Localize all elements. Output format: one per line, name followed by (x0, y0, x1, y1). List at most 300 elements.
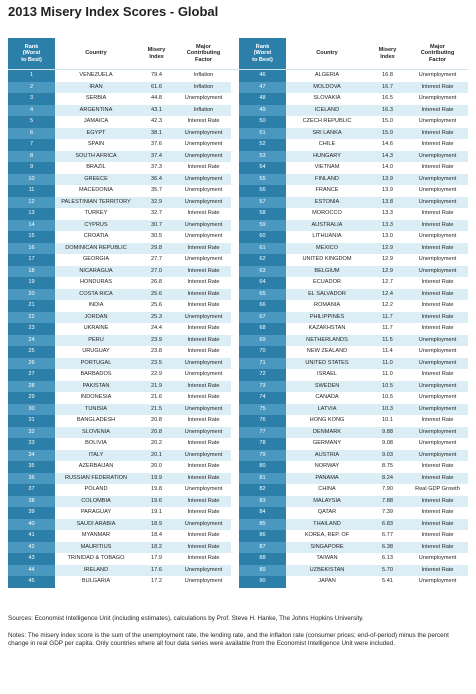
column-gap (231, 116, 239, 128)
rank-cell: 63 (239, 266, 286, 278)
country-cell: UZBEKISTAN (286, 565, 368, 577)
country-cell: PERU (55, 335, 137, 347)
country-cell: PAKISTAN (55, 381, 137, 393)
misery-index-cell: 19.9 (137, 473, 176, 485)
country-cell: MYANMAR (81, 532, 111, 538)
column-gap (231, 565, 239, 577)
rank-cell: 87 (239, 542, 286, 554)
misery-index-cell: 14.6 (382, 141, 393, 147)
misery-index-cell: 22.9 (151, 371, 162, 377)
misery-index-cell: 16.7 (368, 82, 407, 94)
rank-cell: 13 (8, 208, 55, 220)
rank-cell: 37 (8, 484, 55, 496)
country-cell: ARGENTINA (55, 105, 137, 117)
factor-cell: Unemployment (176, 427, 231, 439)
rank-cell: 75 (239, 404, 286, 416)
country-header-right: Country (286, 38, 368, 70)
country-cell: BOLIVIA (85, 440, 107, 446)
column-gap (231, 300, 239, 312)
factor-cell: Interest Rate (187, 164, 220, 170)
table-row (8, 473, 468, 485)
rank-cell: 56 (239, 185, 286, 197)
factor-cell: Unemployment (418, 187, 457, 193)
country-cell: ICELAND (286, 105, 368, 117)
column-gap (231, 128, 239, 140)
rank-cell: 61 (239, 243, 286, 255)
table-row (8, 323, 468, 335)
rank-cell: 73 (239, 381, 286, 393)
misery-index-cell: 21.9 (137, 381, 176, 393)
table-row (8, 208, 468, 220)
rank-cell: 41 (8, 530, 55, 542)
column-gap (231, 427, 239, 439)
factor-cell: Unemployment (176, 151, 231, 163)
misery-index-cell: 27.7 (151, 256, 162, 262)
column-gap (231, 450, 239, 462)
misery-index-cell: 7.90 (382, 486, 393, 492)
country-cell: COLOMBIA (55, 496, 137, 508)
column-gap (231, 473, 239, 485)
factor-cell: Unemployment (407, 358, 468, 370)
page-title: 2013 Misery Index Scores - Global (8, 4, 219, 19)
factor-cell: Unemployment (407, 404, 468, 416)
misery-index-cell: 35.7 (151, 187, 162, 193)
factor-header-right: Major Contributing Factor (407, 38, 468, 70)
column-gap (231, 496, 239, 508)
country-cell: COSTA RICA (55, 289, 137, 301)
rank-cell: 52 (239, 139, 286, 151)
factor-cell: Interest Rate (187, 302, 220, 308)
rank-cell: 53 (239, 151, 286, 163)
rank-cell: 57 (239, 197, 286, 209)
factor-cell: Unemployment (418, 95, 457, 101)
rank-cell: 69 (239, 335, 286, 347)
misery-index-cell: 6.83 (368, 519, 407, 531)
country-cell: AUSTRIA (286, 450, 368, 462)
factor-cell: Unemployment (407, 266, 468, 278)
misery-index-cell: 20.2 (151, 440, 162, 446)
misery-index-cell: 29.8 (137, 243, 176, 255)
rank-cell: 43 (8, 553, 55, 565)
country-cell: JAPAN (318, 578, 336, 584)
table-row (8, 507, 468, 519)
column-gap (231, 530, 239, 542)
misery-index-cell: 20.8 (137, 427, 176, 439)
factor-cell: Interest Rate (421, 141, 454, 147)
factor-cell: Unemployment (176, 174, 231, 186)
misery-index-cell: 19.6 (137, 496, 176, 508)
factor-cell: Interest Rate (187, 440, 220, 446)
factor-cell: Unemployment (407, 151, 468, 163)
rank-cell: 45 (8, 576, 55, 588)
table-row (8, 174, 468, 186)
country-cell: TURKEY (84, 210, 108, 216)
factor-cell: Interest Rate (176, 335, 231, 347)
misery-index-cell: 12.9 (382, 256, 393, 262)
sources-text: Sources: Economist Intelligence Unit (including estimates), calculations by Prof. Steve H. Hanke, The Johns Hopkins University. (8, 615, 364, 622)
factor-cell: Unemployment (418, 555, 457, 561)
factor-cell: Unemployment (418, 348, 457, 354)
factor-cell: Interest Rate (176, 381, 231, 393)
factor-cell: Unemployment (176, 519, 231, 531)
factor-cell: Real GDP Growth (415, 486, 460, 492)
rank-cell: 81 (239, 473, 286, 485)
factor-header-left: Major Contributing Factor (176, 38, 231, 70)
misery-index-cell: 79.4 (151, 72, 162, 78)
misery-index-cell: 17.2 (151, 578, 162, 584)
rank-cell: 78 (239, 438, 286, 450)
column-gap (231, 266, 239, 278)
column-gap (231, 254, 239, 266)
country-cell: CHILE (318, 141, 336, 147)
country-cell: INDONESIA (80, 394, 112, 400)
table-row (8, 335, 468, 347)
misery-index-cell: 21.6 (151, 394, 162, 400)
misery-index-cell: 8.24 (368, 473, 407, 485)
country-cell: BARBADOS (80, 371, 112, 377)
country-cell: CANADA (315, 394, 339, 400)
rank-cell: 83 (239, 496, 286, 508)
rank-cell: 60 (239, 231, 286, 243)
factor-cell: Unemployment (184, 578, 223, 584)
rank-cell: 34 (8, 450, 55, 462)
rank-cell: 36 (8, 473, 55, 485)
factor-cell: Interest Rate (407, 519, 468, 531)
factor-cell: Interest Rate (407, 473, 468, 485)
factor-cell: Unemployment (418, 578, 457, 584)
rank-cell: 32 (8, 427, 55, 439)
misery-index-cell: 13.3 (382, 210, 393, 216)
rank-cell: 14 (8, 220, 55, 232)
table-row (8, 277, 468, 289)
country-cell: ALGERIA (314, 72, 340, 78)
country-cell: ESTONIA (286, 197, 368, 209)
country-cell: BULGARIA (81, 578, 111, 584)
misery-index-cell: 18.4 (151, 532, 162, 538)
country-cell: UKRAINE (83, 325, 109, 331)
column-gap (231, 93, 239, 105)
factor-cell: Interest Rate (187, 463, 220, 469)
table-row (8, 381, 468, 393)
factor-cell: Unemployment (176, 312, 231, 324)
table-row (8, 82, 468, 94)
table-row (8, 266, 468, 278)
table-row (8, 576, 468, 588)
rank-cell: 64 (239, 277, 286, 289)
misery-index-cell: 19.1 (151, 509, 162, 515)
rank-cell: 65 (239, 289, 286, 301)
misery-index-cell: 8.75 (382, 463, 393, 469)
factor-cell: Interest Rate (407, 312, 468, 324)
factor-cell: Interest Rate (176, 542, 231, 554)
table-row (8, 128, 468, 140)
factor-cell: Interest Rate (187, 509, 220, 515)
misery-header-left: Misery Index (137, 38, 176, 70)
column-gap (231, 105, 239, 117)
country-cell: DENMARK (286, 427, 368, 439)
misery-index-cell: 7.39 (382, 509, 393, 515)
rank-cell: 15 (8, 231, 55, 243)
rank-cell: 25 (8, 346, 55, 358)
table-row (8, 427, 468, 439)
factor-cell: Interest Rate (176, 243, 231, 255)
factor-cell: Interest Rate (187, 417, 220, 423)
column-gap (231, 208, 239, 220)
country-cell: INDIA (88, 302, 104, 308)
rank-cell: 71 (239, 358, 286, 370)
column-gap (231, 70, 239, 82)
factor-cell: Unemployment (184, 95, 223, 101)
table-row (8, 542, 468, 554)
factor-cell: Unemployment (184, 371, 223, 377)
misery-index-cell: 23.8 (151, 348, 162, 354)
country-cell: NEW ZEALAND (306, 348, 348, 354)
rank-cell: 66 (239, 300, 286, 312)
table-row (8, 289, 468, 301)
factor-cell: Interest Rate (187, 325, 220, 331)
misery-index-cell: 37.3 (151, 164, 162, 170)
table-row (8, 116, 468, 128)
factor-cell: Interest Rate (187, 555, 220, 561)
rank-cell: 24 (8, 335, 55, 347)
country-cell: PALESTINIAN TERRITORY (55, 197, 137, 209)
country-cell: TAIWAN (316, 555, 338, 561)
country-cell: SAUDI ARABIA (55, 519, 137, 531)
misery-index-cell: 25.3 (137, 312, 176, 324)
factor-cell: Interest Rate (187, 394, 220, 400)
misery-index-cell: 25.6 (137, 289, 176, 301)
factor-cell: Interest Rate (421, 279, 454, 285)
rank-cell: 54 (239, 162, 286, 174)
rank-cell: 39 (8, 507, 55, 519)
country-header-left: Country (55, 38, 137, 70)
misery-index-cell: 42.3 (151, 118, 162, 124)
misery-index-cell: 30.5 (151, 233, 162, 239)
misery-index-cell: 11.0 (382, 371, 393, 377)
factor-cell: Interest Rate (421, 417, 454, 423)
rank-cell: 38 (8, 496, 55, 508)
factor-cell: Interest Rate (187, 532, 220, 538)
misery-index-cell: 37.6 (151, 141, 162, 147)
factor-cell: Interest Rate (421, 532, 454, 538)
table-row (8, 346, 468, 358)
factor-cell: Interest Rate (407, 565, 468, 577)
factor-cell: Interest Rate (421, 371, 454, 377)
country-cell: BELGIUM (286, 266, 368, 278)
misery-index-cell: 14.0 (382, 164, 393, 170)
rank-cell: 50 (239, 116, 286, 128)
rank-cell: 68 (239, 323, 286, 335)
misery-index-cell: 13.0 (382, 233, 393, 239)
column-gap (231, 415, 239, 427)
table-row (8, 93, 468, 105)
country-cell: SOUTH AFRICA (55, 151, 137, 163)
misery-index-cell: 32.7 (151, 210, 162, 216)
misery-index-cell: 23.9 (137, 335, 176, 347)
misery-index-cell: 16.8 (382, 72, 393, 78)
factor-cell: Unemployment (176, 220, 231, 232)
rank-cell: 21 (8, 300, 55, 312)
rank-cell: 4 (8, 105, 55, 117)
country-cell: LATVIA (286, 404, 368, 416)
factor-cell: Inflation (176, 82, 231, 94)
table-row (8, 197, 468, 209)
factor-cell: Interest Rate (187, 118, 220, 124)
country-cell: CZECH REPUBLIC (302, 118, 352, 124)
rank-cell: 67 (239, 312, 286, 324)
country-cell: KAZAKHSTAN (308, 325, 346, 331)
factor-cell: Unemployment (176, 358, 231, 370)
country-cell: IRELAND (55, 565, 137, 577)
table-row (8, 70, 468, 82)
country-cell: MAURITIUS (55, 542, 137, 554)
country-cell: SLOVAKIA (313, 95, 341, 101)
column-gap (231, 392, 239, 404)
column-gap (231, 139, 239, 151)
factor-cell: Unemployment (184, 256, 223, 262)
factor-cell: Interest Rate (176, 266, 231, 278)
country-cell: MOROCCO (312, 210, 342, 216)
rank-cell: 88 (239, 553, 286, 565)
misery-index-cell: 11.7 (368, 312, 407, 324)
rank-cell: 22 (8, 312, 55, 324)
country-cell: UNITED KINGDOM (302, 256, 352, 262)
misery-index-cell: 11.4 (382, 348, 393, 354)
misery-index-cell: 12.7 (382, 279, 393, 285)
misery-index-cell: 37.4 (137, 151, 176, 163)
table-row (8, 358, 468, 370)
country-cell: VENEZUELA (79, 72, 113, 78)
misery-index-cell: 25.6 (151, 302, 162, 308)
country-cell: PARAGUAY (80, 509, 112, 515)
misery-index-cell: 26.8 (151, 279, 162, 285)
factor-cell: Unemployment (184, 233, 223, 239)
factor-cell: Interest Rate (187, 348, 220, 354)
country-cell: IRAN (55, 82, 137, 94)
factor-cell: Unemployment (176, 404, 231, 416)
rank-cell: 72 (239, 369, 286, 381)
rank-cell: 8 (8, 151, 55, 163)
factor-cell: Unemployment (418, 256, 457, 262)
misery-index-cell: 9.88 (368, 427, 407, 439)
country-cell: PHILIPPINES (286, 312, 368, 324)
column-gap (231, 381, 239, 393)
column-gap (231, 461, 239, 473)
rank-cell: 77 (239, 427, 286, 439)
country-cell: NORWAY (314, 463, 340, 469)
country-cell: GERMANY (312, 440, 342, 446)
table-row (8, 553, 468, 565)
country-cell: ITALY (55, 450, 137, 462)
table-row (8, 461, 468, 473)
country-cell: JAMAICA (83, 118, 109, 124)
misery-index-cell: 7.88 (368, 496, 407, 508)
misery-index-cell: 38.1 (137, 128, 176, 140)
factor-cell: Interest Rate (421, 302, 454, 308)
country-cell: NETHERLANDS (286, 335, 368, 347)
misery-index-cell: 23.5 (137, 358, 176, 370)
factor-cell: Interest Rate (421, 325, 454, 331)
misery-index-cell: 9.03 (368, 450, 407, 462)
country-cell: KOREA, REP. OF (304, 532, 350, 538)
misery-index-cell: 21.5 (137, 404, 176, 416)
misery-index-cell: 43.1 (137, 105, 176, 117)
misery-index-cell: 20.1 (137, 450, 176, 462)
misery-index-cell: 24.4 (151, 325, 162, 331)
factor-cell: Interest Rate (421, 463, 454, 469)
rank-cell: 3 (8, 93, 55, 105)
factor-cell: Unemployment (407, 427, 468, 439)
factor-cell: Interest Rate (421, 509, 454, 515)
country-cell: GREECE (55, 174, 137, 186)
factor-cell: Unemployment (176, 197, 231, 209)
rank-cell: 40 (8, 519, 55, 531)
misery-index-table (8, 38, 468, 588)
country-cell: BANGLADESH (76, 417, 116, 423)
table-row (8, 392, 468, 404)
factor-cell: Unemployment (418, 233, 457, 239)
misery-index-cell: 30.7 (137, 220, 176, 232)
factor-cell: Unemployment (418, 394, 457, 400)
misery-index-cell: 5.70 (368, 565, 407, 577)
country-cell: MALAYSIA (286, 496, 368, 508)
rank-cell: 11 (8, 185, 55, 197)
misery-index-cell: 36.4 (137, 174, 176, 186)
rank-cell: 49 (239, 105, 286, 117)
rank-cell: 18 (8, 266, 55, 278)
rank-cell: 44 (8, 565, 55, 577)
column-gap (231, 82, 239, 94)
country-cell: EL SALVADOR (286, 289, 368, 301)
rank-cell: 51 (239, 128, 286, 140)
rank-cell: 29 (8, 392, 55, 404)
column-gap (231, 404, 239, 416)
rank-cell: 30 (8, 404, 55, 416)
column-gap (231, 197, 239, 209)
factor-cell: Unemployment (176, 565, 231, 577)
misery-index-cell: 16.3 (368, 105, 407, 117)
country-cell: SRI LANKA (286, 128, 368, 140)
country-cell: RUSSIAN FEDERATION (55, 473, 137, 485)
factor-cell: Interest Rate (407, 105, 468, 117)
rank-cell: 28 (8, 381, 55, 393)
factor-cell: Interest Rate (407, 289, 468, 301)
misery-index-cell: 12.9 (368, 266, 407, 278)
country-cell: TRINIDAD & TOBAGO (67, 555, 125, 561)
country-cell: FRANCE (315, 187, 339, 193)
country-cell: THAILAND (286, 519, 368, 531)
rank-cell: 6 (8, 128, 55, 140)
rank-cell: 20 (8, 289, 55, 301)
table-row (8, 312, 468, 324)
country-cell: CYPRUS (55, 220, 137, 232)
factor-cell: Interest Rate (407, 128, 468, 140)
factor-cell: Interest Rate (421, 210, 454, 216)
factor-cell: Interest Rate (176, 473, 231, 485)
country-cell: GEORGIA (82, 256, 110, 262)
misery-index-cell: 5.41 (382, 578, 393, 584)
country-cell: ECUADOR (313, 279, 341, 285)
rank-cell: 48 (239, 93, 286, 105)
factor-cell: Unemployment (407, 174, 468, 186)
column-gap (231, 162, 239, 174)
column-gap (231, 220, 239, 232)
table-row (8, 369, 468, 381)
country-cell: HONDURAS (79, 279, 112, 285)
country-cell: FINLAND (286, 174, 368, 186)
country-cell: HONG KONG (309, 417, 345, 423)
misery-index-cell: 12.2 (382, 302, 393, 308)
